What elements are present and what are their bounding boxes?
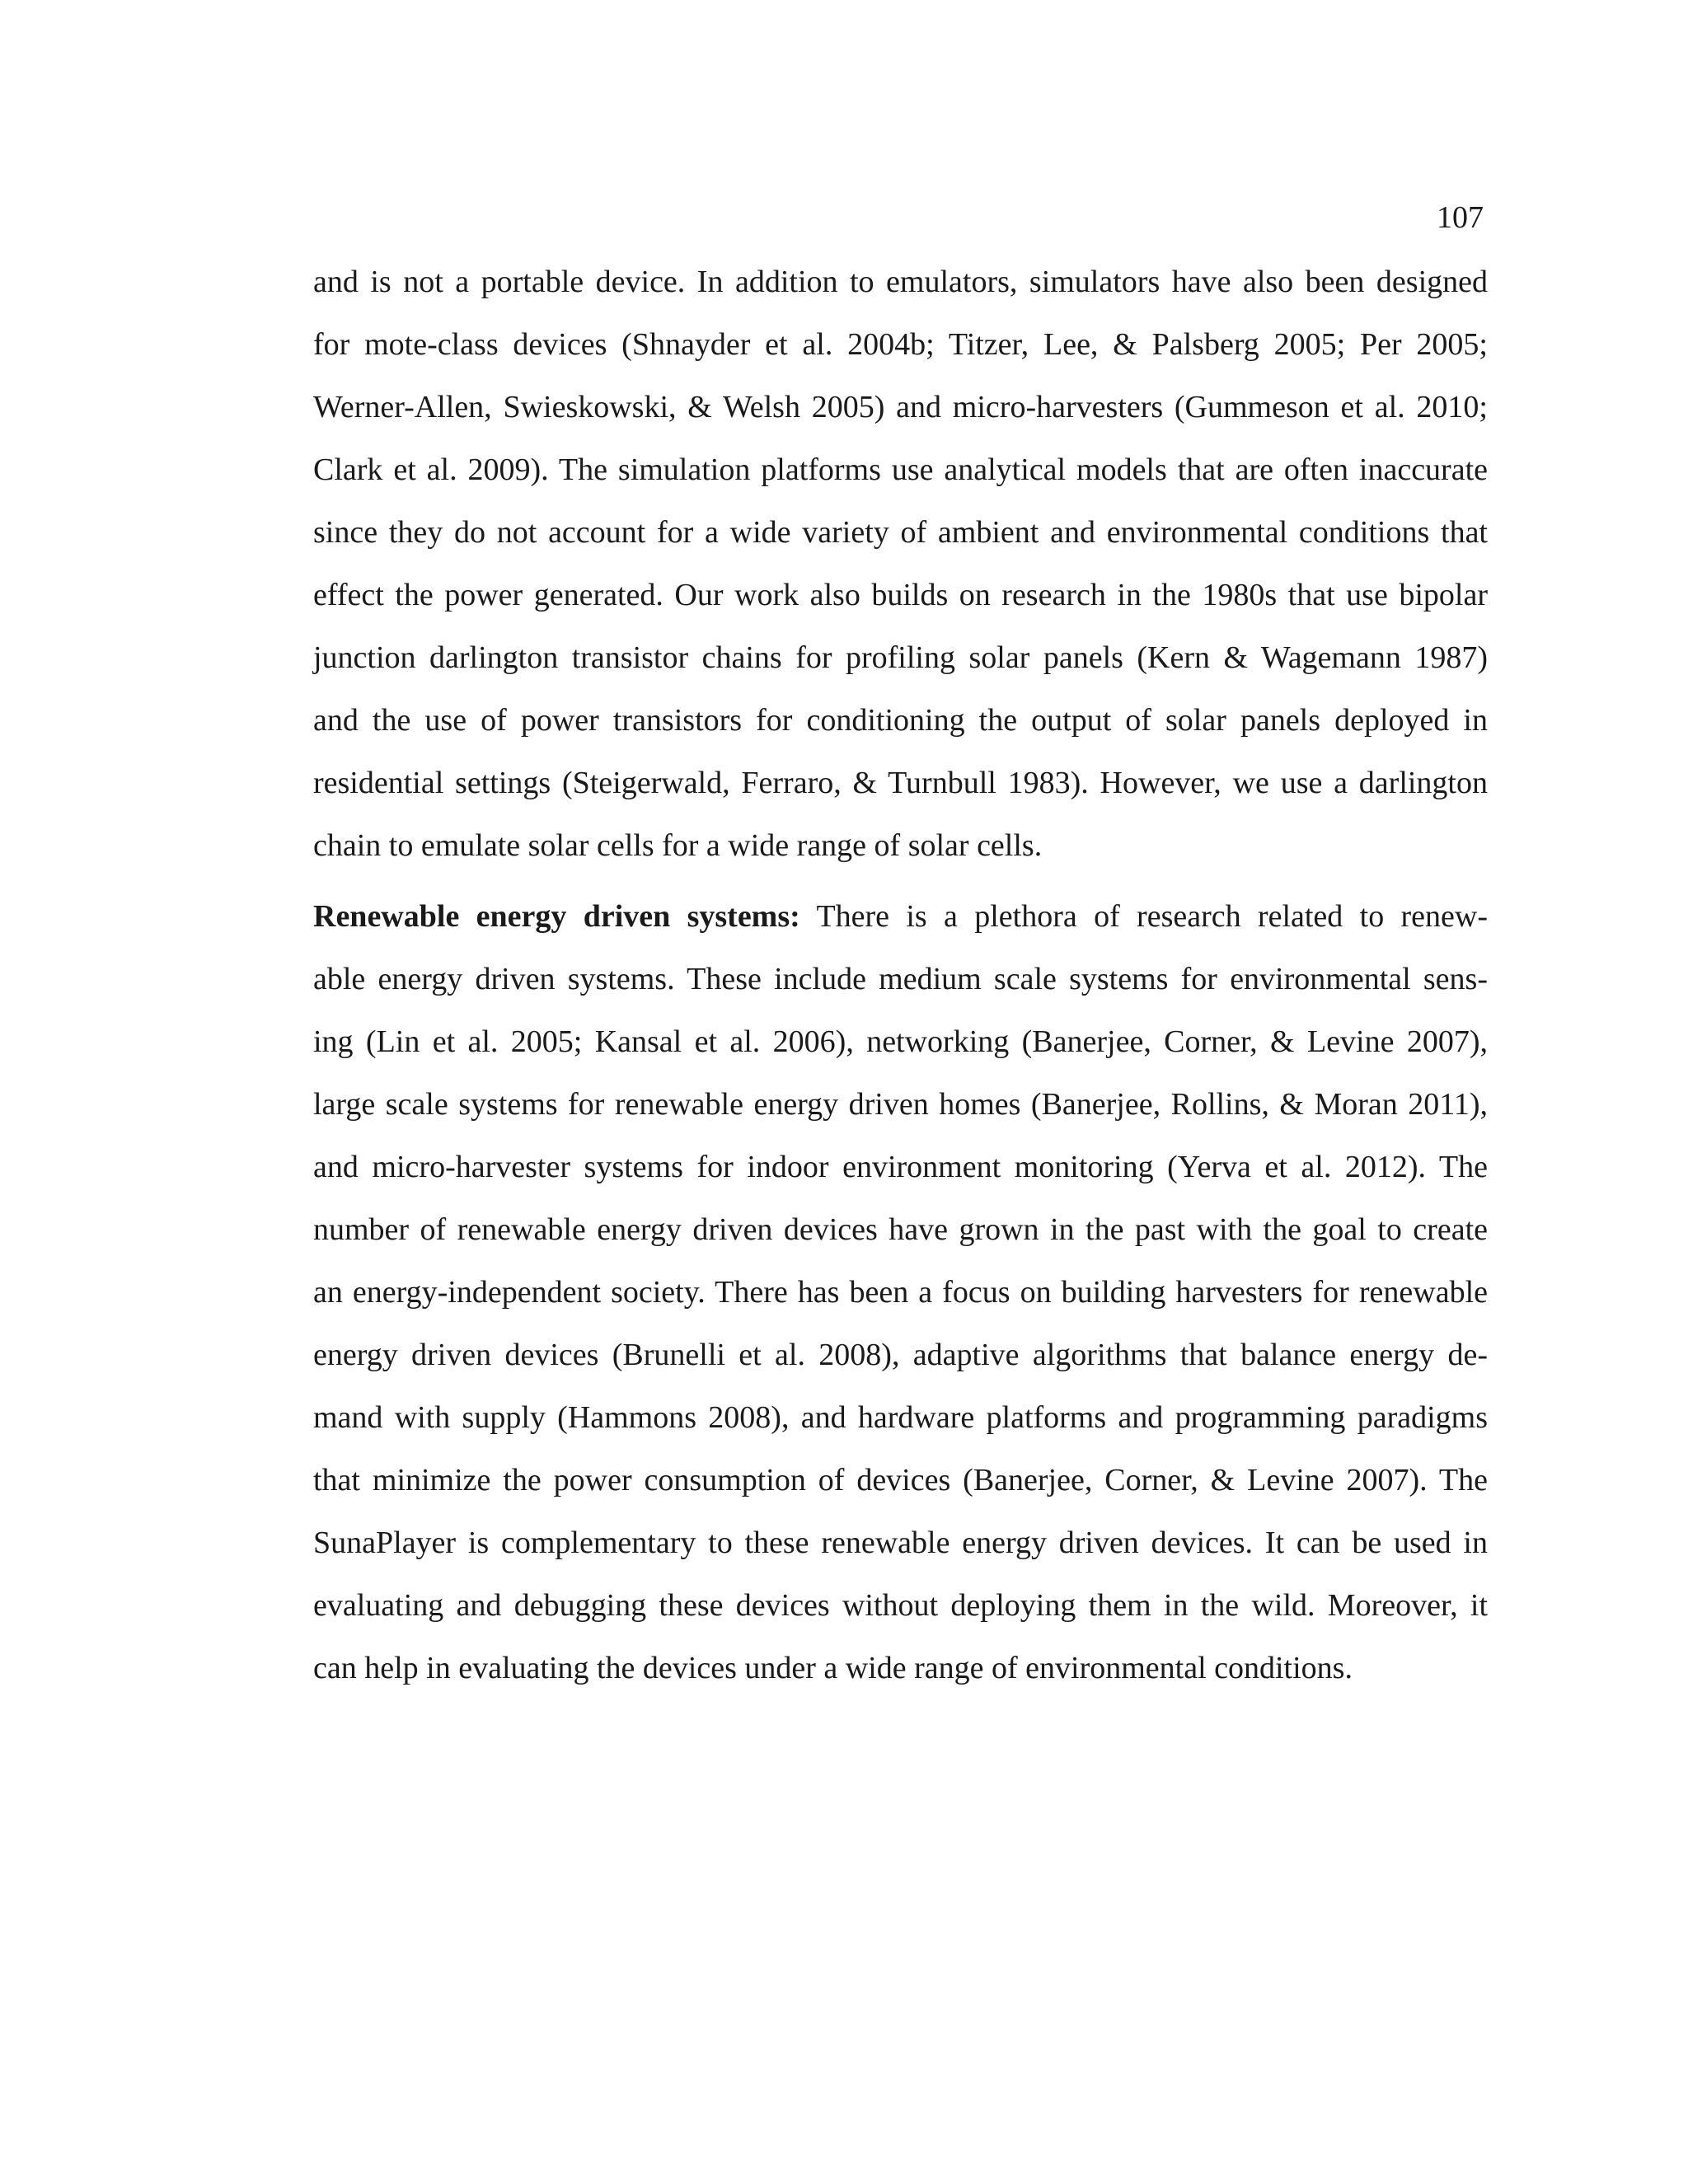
text-line: and is not a portable device. In addition to emulators, simulators have also been designed	[313, 265, 1488, 299]
text-line: chain to emulate solar cells for a wide range of solar cells.	[313, 828, 1043, 863]
paragraph-renewable-energy-systems	[313, 897, 1488, 1711]
text-line: able energy driven systems. These include medium scale systems for environmental sens-	[313, 962, 1488, 996]
paragraph-emulators-simulators	[313, 262, 1488, 888]
text-line: that minimize the power consumption of devices (Banerjee, Corner, & Levine 2007). The	[313, 1463, 1488, 1497]
text-line: mand with supply (Hammons 2008), and hardware platforms and programming paradigms	[313, 1400, 1488, 1435]
text-line: large scale systems for renewable energy driven homes (Banerjee, Rollins, & Moran 2011),	[313, 1087, 1488, 1122]
text-line: energy driven devices (Brunelli et al. 2008), adaptive algorithms that balance energy de-	[313, 1338, 1488, 1372]
text-line: an energy-independent society. There has been a focus on building harvesters for renewable	[313, 1275, 1488, 1310]
text-line: number of renewable energy driven devices have grown in the past with the goal to create	[313, 1212, 1488, 1247]
text-line: There is a plethora of research related to renew-	[816, 899, 1488, 934]
text-line: Werner-Allen, Swieskowski, & Welsh 2005) and micro-harvesters (Gummeson et al. 2010;	[313, 390, 1488, 424]
text-line: since they do not account for a wide variety of ambient and environmental conditions that	[313, 515, 1488, 550]
body-text	[313, 262, 1488, 1711]
section-heading: Renewable energy driven systems:	[313, 899, 800, 934]
text-line-with-heading	[313, 897, 1488, 959]
text-line: evaluating and debugging these devices without deploying them in the wild. Moreover, it	[313, 1588, 1488, 1623]
text-line: residential settings (Steigerwald, Ferraro, & Turnbull 1983). However, we use a darlington	[313, 766, 1488, 800]
text-line: Clark et al. 2009). The simulation platforms use analytical models that are often inaccurate	[313, 452, 1488, 487]
text-line: for mote-class devices (Shnayder et al. 2004b; Titzer, Lee, & Palsberg 2005; Per 2005;	[313, 327, 1488, 362]
page-number: 107	[1437, 200, 1484, 235]
text-line: ing (Lin et al. 2005; Kansal et al. 2006), networking (Banerjee, Corner, & Levine 2007),	[313, 1024, 1488, 1059]
text-line: and the use of power transistors for conditioning the output of solar panels deployed in	[313, 703, 1488, 738]
text-line: and micro-harvester systems for indoor environment monitoring (Yerva et al. 2012). The	[313, 1150, 1488, 1184]
text-line: junction darlington transistor chains for profiling solar panels (Kern & Wagemann 1987)	[313, 640, 1488, 675]
text-line: can help in evaluating the devices under a wide range of environmental conditions.	[313, 1651, 1353, 1685]
text-line: SunaPlayer is complementary to these renewable energy driven devices. It can be used in	[313, 1526, 1488, 1560]
text-line: effect the power generated. Our work also builds on research in the 1980s that use bipolar	[313, 578, 1488, 612]
